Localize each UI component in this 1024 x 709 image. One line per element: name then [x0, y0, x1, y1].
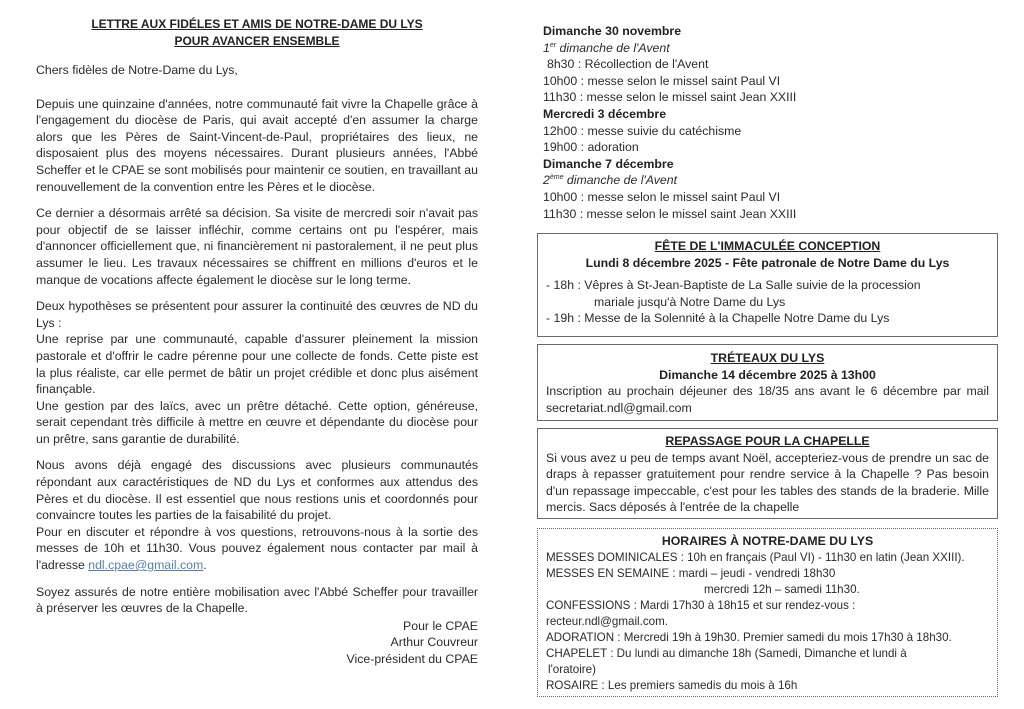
paragraph-5	[36, 524, 478, 574]
paragraph-4-text: Nous avons déjà engagé des discussions avec plusieurs communautés répondant aux caractéristiques de ND du Lys et conformes aux attendus des Pères et du diocèse. Il est essentiel que nous restions unis et coordonnés pour convaincre toutes les parties de la faisabilité du projet.	[36, 458, 478, 523]
treteaux-subtitle: Dimanche 14 décembre 2025 à 13h00	[659, 367, 876, 382]
salutation: Chers fidèles de Notre-Dame du Lys,	[36, 63, 238, 77]
paragraph-1: Depuis une quinzaine d'années, notre communauté fait vivre la Chapelle grâce à l'engagement du diocèse de Paris, qui avait accepté d'en assumer la charge alors que les Pères de Saint-Vincent-de-Paul, propriétaires des lieux, ne disposaient plus des moyens nécessaires. Durant plusieurs années, l'Abbé Scheffer et le CPAE se sont mobilisés pour maintenir ce soutien, en travaillant au renouvellement de la convention entre les Pères et le diocèse.	[36, 96, 478, 194]
paragraph-6: Soyez assurés de notre entière mobilisation avec l'Abbé Scheffer pour travailler à préserver les œuvres de la Chapelle.	[36, 584, 478, 616]
horaires-box	[537, 528, 998, 697]
letter	[36, 16, 478, 668]
schedule-day-3-subtitle	[543, 172, 1003, 189]
subtitle-num: 1	[543, 40, 550, 55]
schedule-item: 19h00 : adoration	[543, 140, 639, 155]
horaires-line: MESSES EN SEMAINE : mardi – jeudi - vendredi 18h30	[546, 566, 836, 580]
horaires-title: HORAIRES À NOTRE-DAME DU LYS	[661, 534, 874, 548]
signature	[36, 618, 478, 668]
schedule-item: 8h30 : Récollection de l'Avent	[547, 57, 709, 72]
treteaux-text: Inscription au prochain déjeuner des 18/35 ans avant le 6 décembre par mail secretariat.ndl@gmail.com	[546, 384, 989, 415]
immaculee-line-2: - 19h : Messe de la Solennité à la Chapelle Notre Dame du Lys	[546, 311, 890, 326]
cpae-email-link[interactable]: ndl.cpae@gmail.com	[88, 558, 204, 573]
signature-line-3: Vice-président du CPAE	[346, 652, 478, 666]
paragraph-5-end: .	[203, 558, 207, 573]
repassage-text: Si vous avez u peu de temps avant Noël, accepteriez-vous de prendre un sac de draps à repasser gratuitement pour rendre service à la Chapelle ? Pas besoin d'un repassage impeccable, c'est pour les tables des stands de la braderie. Mille mercis. Sacs déposés à l'entrée de la chapelle	[546, 450, 989, 515]
paragraph-3-intro: Deux hypothèses se présentent pour assurer la continuité des œuvres de ND du Lys :	[36, 299, 478, 330]
subtitle-num: 2	[543, 173, 550, 188]
letter-title-line2: POUR AVANCER ENSEMBLE	[174, 33, 340, 48]
repassage-title: REPASSAGE POUR LA CHAPELLE	[665, 434, 870, 448]
subtitle-sup: ème	[549, 174, 564, 182]
subtitle-rest: dimanche de l'Avent	[556, 40, 670, 55]
immaculee-title: FÊTE DE L'IMMACULÉE CONCEPTION	[654, 239, 881, 253]
schedule-day-1: Dimanche 30 novembre	[543, 24, 682, 38]
horaires-line: recteur.ndl@gmail.com.	[546, 614, 668, 628]
immaculee-conception-box	[537, 233, 998, 337]
schedule-day-2: Mercredi 3 décembre	[543, 106, 667, 121]
horaires-line: CHAPELET : Du lundi au dimanche 18h (Samedi, Dimanche et lundi à	[546, 647, 907, 661]
letter-title-line1: LETTRE AUX FIDÉLES ET AMIS DE NOTRE-DAME DU LYS	[91, 17, 423, 31]
schedule-item: 11h30 : messe selon le missel saint Jean XXIII	[543, 206, 797, 221]
subtitle-sup: er	[549, 41, 557, 49]
treteaux-box	[537, 344, 998, 421]
subtitle-rest: dimanche de l'Avent	[563, 173, 678, 188]
signature-line-1: Pour le CPAE	[403, 618, 478, 633]
schedule-item: 11h30 : messe selon le missel saint Jean XXIII	[543, 90, 797, 105]
paragraph-5-text: Pour en discuter et répondre à vos questions, retrouvons-nous à la sortie des messes de 10h et 11h30. Vous pouvez également nous contacter par mail à l'adresse	[36, 524, 478, 573]
horaires-line: MESSES DOMINICALES : 10h en français (Paul VI) - 11h30 en latin (Jean XXIII).	[546, 550, 965, 564]
paragraph-3	[36, 298, 478, 447]
schedule-item: 10h00 : messe selon le missel saint Paul VI	[543, 73, 781, 88]
repassage-box	[537, 428, 998, 519]
horaires-line: l'oratoire)	[548, 663, 596, 677]
schedule-item: 10h00 : messe selon le missel saint Paul VI	[543, 189, 781, 204]
paragraph-3-option-2: Une gestion par des laïcs, avec un prêtre détaché. Cette option, généreuse, serait cependant très difficile à mettre en œuvre et dépendante du diocèse pour un prêtre, sans garantie de durabilité.	[36, 398, 478, 446]
immaculee-line-1: - 18h : Vêpres à St-Jean-Baptiste de La Salle suivie de la procession	[546, 278, 921, 293]
schedule-day-1-subtitle	[543, 40, 1003, 57]
immaculee-line-1-cont: mariale jusqu'à Notre Dame du Lys	[594, 294, 786, 309]
paragraph-2: Ce dernier a désormais arrêté sa décision. Sa visite de mercredi soir n'avait pas pour objectif de se laisser infléchir, comme certains ont pu l'espérer, mais d'annoncer officiellement que, ni financièrement ni pastoralement, il ne peut plus assumer le lieu. Les travaux nécessaires se chiffrent en millions d'euros et le manque de vocations affecte également le diocèse sur le long terme.	[36, 206, 478, 287]
paragraph-3-option-1: Une reprise par une communauté, capable d'assurer pleinement la mission pastorale et d'offrir le cadre pérenne pour une collecte de fonds. Cette piste est la plus réaliste, car elle permet de bâtir un projet crédible et donc plus aisément finançable.	[36, 332, 478, 397]
treteaux-title: TRÉTEAUX DU LYS	[710, 351, 825, 365]
horaires-line: ADORATION : Mercredi 19h à 19h30. Premier samedi du mois 17h30 à 18h30.	[546, 631, 952, 645]
horaires-line: ROSAIRE : Les premiers samedis du mois à 16h	[546, 679, 798, 693]
schedule-item: 12h00 : messe suivie du catéchisme	[543, 123, 742, 138]
paragraph-4	[36, 457, 478, 573]
schedule	[543, 23, 1003, 222]
horaires-line: CONFESSIONS : Mardi 17h30 à 18h15 et sur rendez-vous :	[546, 598, 856, 612]
schedule-day-3: Dimanche 7 décembre	[543, 156, 674, 171]
horaires-line: mercredi 12h – samedi 11h30.	[704, 582, 860, 596]
immaculee-subtitle: Lundi 8 décembre 2025 - Fête patronale de Notre Dame du Lys	[585, 255, 950, 270]
signature-line-2: Arthur Couvreur	[390, 635, 478, 650]
